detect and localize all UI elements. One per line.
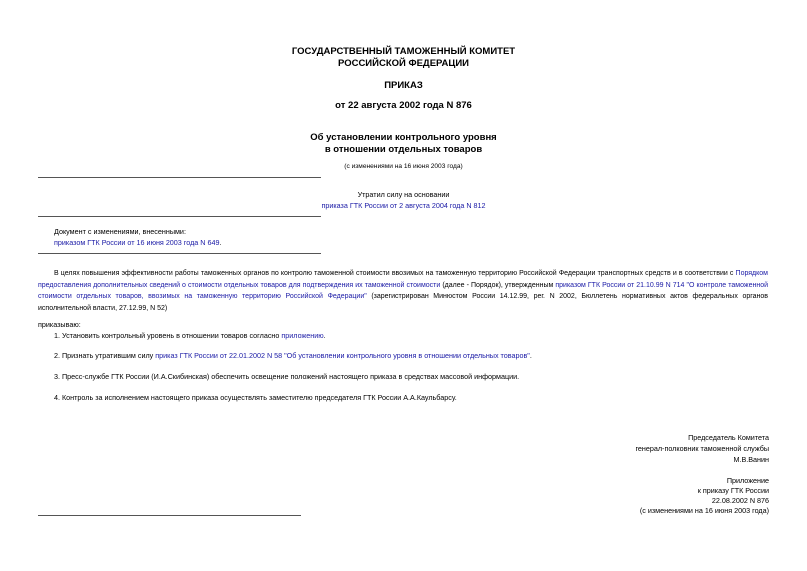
divider — [38, 216, 321, 217]
order-item-2 — [54, 351, 532, 360]
item-2-text: 2. Признать утратившим силу — [54, 351, 156, 360]
appendix-changes: (с изменениями на 16 июня 2003 года) — [639, 506, 769, 515]
order-714-link[interactable]: приказом ГТК России от 21.10.99 N 714 "О контроле таможенной стоимости отдельных товаров, ввозимых на таможенную территорию Российской Федерации" — [38, 281, 769, 300]
procedure-link[interactable]: Порядком предоставления дополнительных сведений о стоимости отдельных товаров для подтверждения их таможенной стоимости — [38, 270, 768, 289]
appendix-date: 22.08.2002 N 876 — [711, 496, 769, 505]
lost-force-note: Утратил силу на основании — [357, 190, 450, 199]
org-title-line1: ГОСУДАРСТВЕННЫЙ ТАМОЖЕННЫЙ КОМИТЕТ — [291, 46, 516, 57]
order-item-4: 4. Контроль за исполнением настоящего приказа осуществлять заместителю председателя ГТК России А.А.Каульбарсу. — [54, 393, 457, 402]
appendix-ref: к приказу ГТК России — [697, 486, 769, 495]
preamble-paragraph — [38, 268, 768, 314]
divider — [38, 515, 301, 516]
item-1-text: 1. Установить контрольный уровень в отношении товаров согласно — [54, 331, 282, 340]
divider — [38, 253, 321, 254]
subject-line2: в отношении отдельных товаров — [324, 144, 483, 155]
signature-rank: генерал-полковник таможенной службы — [635, 444, 769, 453]
doc-type: ПРИКАЗ — [384, 80, 423, 91]
preamble-text1: В целях повышения эффективности работы таможенных органов по контролю таможенной стоимости ввозимых на таможенную территорию Российской Федерации транспортных средств и в соответствии с — [54, 270, 736, 277]
preamble-text2: (далее - Порядок), утвержденным — [440, 281, 556, 289]
signature-position: Председатель Комитета — [688, 433, 769, 442]
item-2-tail: . — [529, 351, 532, 360]
org-title-line2: РОССИЙСКОЙ ФЕДЕРАЦИИ — [337, 58, 469, 69]
appendix-title: Приложение — [726, 476, 769, 485]
amendments-tail: . — [219, 238, 222, 247]
signature-name: М.В.Ванин — [733, 455, 769, 464]
order-item-1 — [54, 331, 326, 340]
order-word: приказываю: — [38, 320, 81, 329]
lost-force-link-row — [0, 201, 807, 210]
amendments-label: Документ с изменениями, внесенными: — [54, 227, 186, 236]
subject-line1: Об установлении контрольного уровня — [310, 132, 497, 143]
order-item-3: 3. Пресс-службе ГТК России (И.А.Скибинская) обеспечить освещение положений настоящего приказа в средствах массовой информации. — [54, 372, 520, 381]
item-1-tail: . — [323, 331, 326, 340]
doc-date: от 22 августа 2002 года N 876 — [335, 100, 472, 111]
preamble-text3: (зарегистрирован Минюстом России 14.12.99, рег. N 2002, Бюллетень нормативных актов федеральных органов исполнительной власти, 27.12.99, N 52) — [38, 293, 768, 312]
lost-force-link[interactable]: приказа ГТК России от 2 августа 2004 года N 812 — [321, 201, 486, 210]
changes-note: (с изменениями на 16 июня 2003 года) — [344, 163, 463, 170]
amendments-link[interactable]: приказом ГТК России от 16 июня 2003 года N 649 — [54, 238, 220, 247]
divider — [38, 177, 321, 178]
amendments-row — [54, 238, 221, 247]
order-58-link[interactable]: приказ ГТК России от 22.01.2002 N 58 "Об установлении контрольного уровня в отношении отдельных товаров" — [155, 351, 530, 360]
appendix-link[interactable]: приложению — [281, 331, 324, 340]
